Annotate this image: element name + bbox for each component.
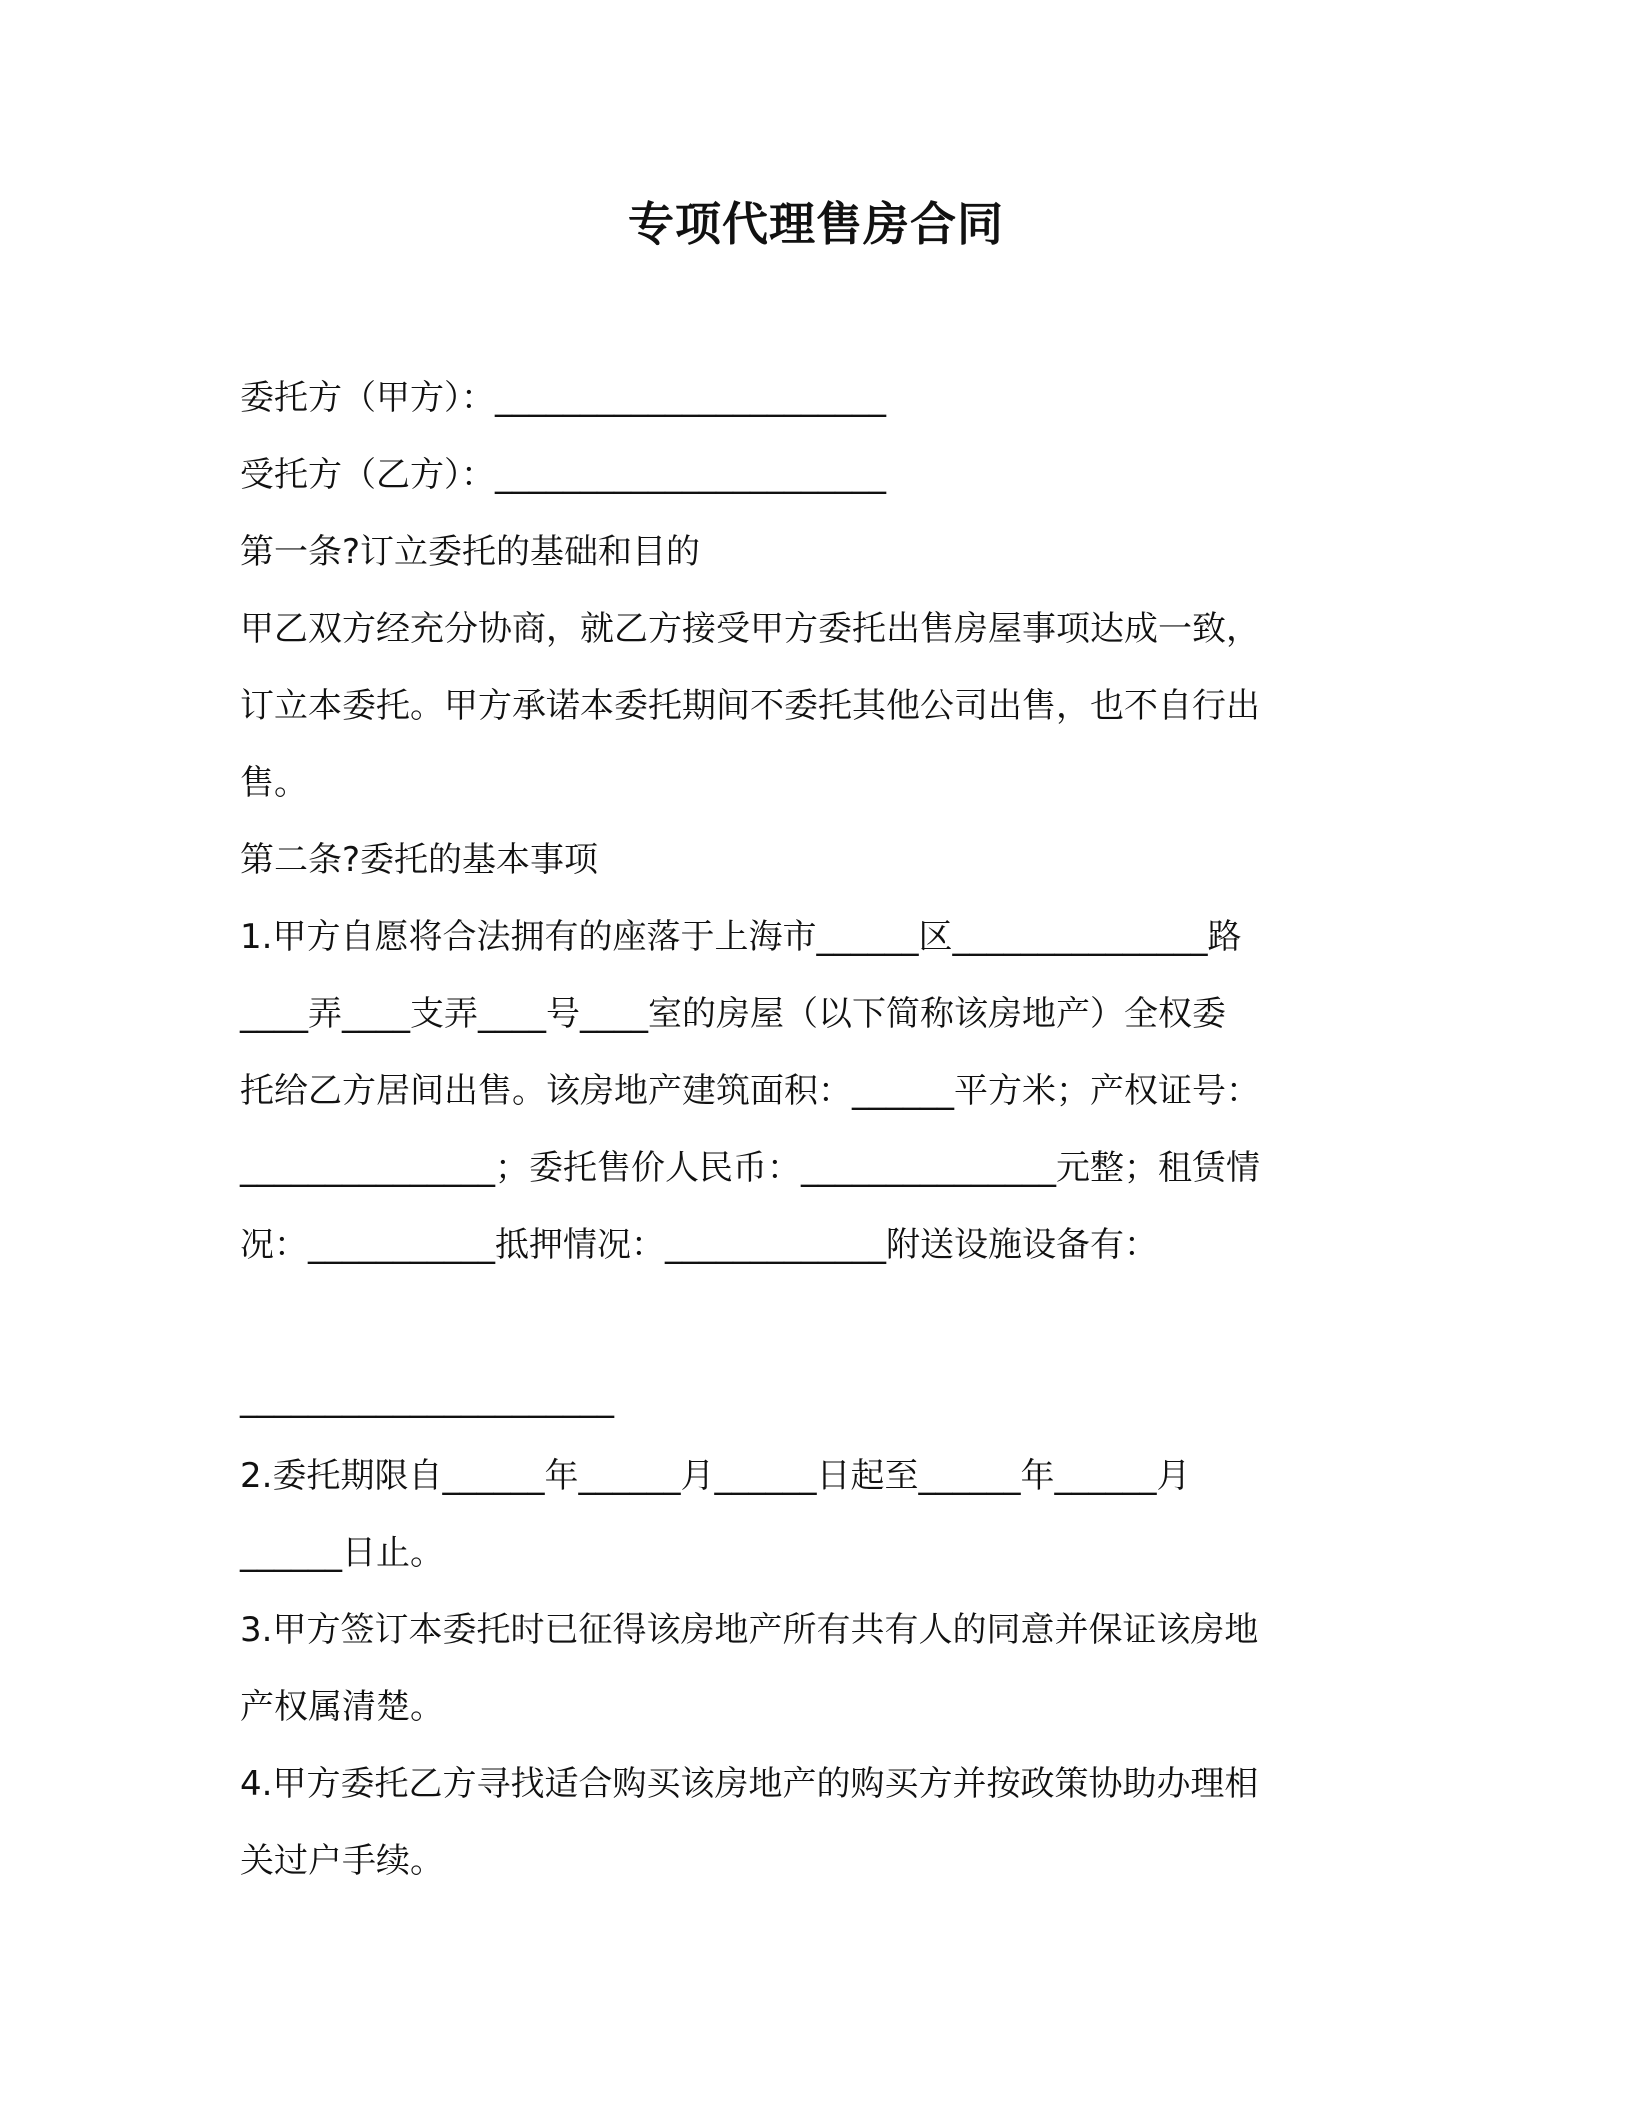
client-party-line: 委托方（甲方）：_______________________ [240,378,886,418]
agent-party-line: 受托方（乙方）：_______________________ [240,455,886,495]
clause-2-line: ______日止。 [240,1533,444,1573]
clause-1-line: 1.甲方自愿将合法拥有的座落于上海市______区_______________路 [240,917,1242,957]
clause-2-line: 2.委托期限自______年______月______日起至______年______月 [240,1456,1191,1496]
clause-1-line: 托给乙方居间出售。该房地产建筑面积：______平方米；产权证号： [240,1071,1260,1111]
clause-1-line: 况：___________抵押情况：_____________附送设施设备有： [240,1225,1158,1265]
blank-line [240,1284,1410,1361]
clause-4-line: 4.甲方委托乙方寻找适合购买该房地产的购买方并按政策协助办理相 [240,1764,1259,1804]
article-1-heading: 第一条?订立委托的基础和目的 [240,532,701,572]
paragraph-line: 订立本委托。甲方承诺本委托期间不委托其他公司出售，也不自行出 [240,686,1260,726]
clause-1-line: ______________________ [240,1379,614,1419]
clause-4-line: 关过户手续。 [240,1841,444,1881]
clause-1-line: ____弄____支弄____号____室的房屋（以下简称该房地产）全权委 [240,994,1226,1034]
clause-1-line: _______________；委托售价人民币：_______________元整；租赁情 [240,1148,1260,1188]
document-title: 专项代理售房合同 [628,197,1004,251]
clause-3-line: 产权属清楚。 [240,1687,444,1727]
paragraph-line: 售。 [240,763,308,803]
article-2-heading: 第二条?委托的基本事项 [240,840,599,880]
clause-3-line: 3.甲方签订本委托时已征得该房地产所有共有人的同意并保证该房地 [240,1610,1259,1650]
paragraph-line: 甲乙双方经充分协商，就乙方接受甲方委托出售房屋事项达成一致， [240,609,1260,649]
document-body [240,360,1410,1900]
